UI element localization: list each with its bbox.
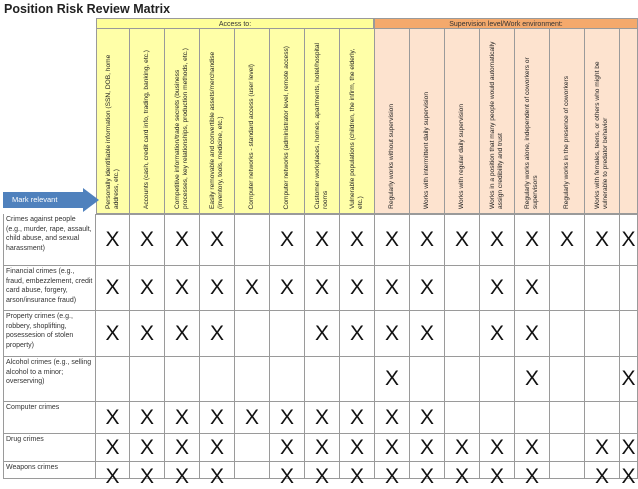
matrix-cell[interactable] (550, 462, 585, 479)
matrix-cell[interactable] (235, 402, 270, 434)
matrix-cell[interactable] (270, 311, 305, 357)
matrix-cell[interactable] (130, 311, 165, 357)
risk-mark: X (105, 276, 120, 299)
matrix-cell[interactable] (410, 402, 445, 434)
row-label: Crimes against people (e.g., murder, rape, assault, child abuse, and sexual harassment) (3, 214, 96, 266)
matrix-cell[interactable] (200, 214, 235, 266)
matrix-cell[interactable] (515, 434, 550, 462)
column-header-label: Personally identifiable information (SSN, DOB, home address, etc.) (105, 54, 120, 209)
risk-mark: X (594, 227, 609, 251)
column-header (515, 29, 550, 214)
matrix-cell[interactable] (200, 434, 235, 462)
risk-mark: X (105, 227, 120, 251)
matrix-cell[interactable] (515, 266, 550, 311)
matrix-cell[interactable] (340, 462, 375, 488)
risk-mark: X (419, 321, 434, 345)
column-header-label: Works with females, teens, or others who might be vulnerable to predator behavior (594, 61, 609, 209)
matrix-cell[interactable] (375, 434, 410, 462)
risk-mark: X (349, 227, 364, 251)
matrix-cell[interactable] (375, 266, 410, 311)
risk-mark: X (419, 405, 434, 429)
matrix-cell[interactable] (445, 462, 480, 488)
matrix-cell[interactable] (130, 402, 165, 434)
matrix-cell[interactable] (585, 434, 620, 462)
column-header-label: Works with intermittent daily supervision (423, 91, 430, 209)
risk-mark: X (174, 465, 189, 488)
column-header (130, 29, 165, 214)
matrix-cell[interactable] (235, 434, 270, 462)
risk-mark: X (419, 465, 434, 488)
risk-mark: X (621, 227, 636, 251)
risk-mark: X (314, 321, 329, 345)
matrix-cell[interactable] (130, 266, 165, 311)
matrix-cell[interactable] (270, 266, 305, 311)
matrix-cell[interactable] (270, 434, 305, 462)
risk-mark: X (279, 465, 294, 488)
risk-mark: X (489, 435, 504, 459)
matrix-cell[interactable] (585, 357, 620, 402)
matrix-cell[interactable] (620, 402, 638, 434)
matrix-cell[interactable] (375, 462, 410, 488)
matrix-cell[interactable] (480, 311, 515, 357)
matrix-cell[interactable] (96, 357, 130, 402)
matrix-cell[interactable] (550, 214, 585, 266)
risk-mark: X (384, 405, 399, 429)
risk-mark: X (594, 435, 609, 459)
risk-mark: X (174, 276, 189, 299)
risk-mark: X (314, 276, 329, 299)
matrix-cell[interactable] (375, 311, 410, 357)
matrix-cell[interactable] (130, 214, 165, 266)
risk-mark: X (349, 321, 364, 345)
column-header (200, 29, 235, 214)
risk-mark: X (489, 227, 504, 251)
matrix-cell[interactable] (130, 434, 165, 462)
matrix-cell[interactable] (235, 266, 270, 311)
matrix-cell[interactable] (620, 357, 638, 402)
risk-mark: X (524, 367, 539, 390)
matrix-cell[interactable] (375, 357, 410, 402)
column-header (480, 29, 515, 214)
column-header-label: Works with regular daily supervision (458, 103, 465, 209)
risk-mark: X (524, 435, 539, 459)
matrix-cell[interactable] (165, 311, 200, 357)
matrix-cell[interactable] (585, 462, 620, 488)
risk-mark: X (454, 465, 469, 488)
matrix-cell[interactable] (200, 266, 235, 311)
column-header (550, 29, 585, 214)
matrix-cell[interactable] (96, 214, 130, 266)
column-header-label: Vulnerable populations (children, the infirm, the elderly, etc.) (349, 48, 364, 209)
risk-mark: X (174, 321, 189, 345)
column-header-label: Works in a position that many people would automatically assign credibility and trust (489, 41, 504, 209)
column-header (305, 29, 340, 214)
matrix-cell[interactable] (96, 462, 130, 488)
risk-mark: X (174, 227, 189, 251)
risk-mark: X (349, 435, 364, 459)
matrix-cell[interactable] (480, 402, 515, 434)
column-header-label: Computer networks - standard access (user level) (248, 63, 255, 209)
row-label: Weapons crimes (3, 462, 96, 479)
risk-mark: X (174, 405, 189, 429)
matrix-cell[interactable] (235, 462, 270, 479)
matrix-cell[interactable] (165, 462, 200, 488)
risk-mark: X (209, 435, 224, 459)
matrix-cell[interactable] (340, 402, 375, 434)
risk-mark: X (384, 435, 399, 459)
matrix-cell[interactable] (620, 311, 638, 357)
column-header-label: Computer networks (administrator level, remote access) (283, 45, 290, 209)
column-header (96, 29, 130, 214)
matrix-cell[interactable] (96, 402, 130, 434)
matrix-cell[interactable] (305, 266, 340, 311)
row-label: Property crimes (e.g., robbery, shoplifting, posessesion of stolen property) (3, 311, 96, 357)
matrix-cell[interactable] (340, 434, 375, 462)
matrix-cell[interactable] (585, 402, 620, 434)
matrix-cell[interactable] (515, 214, 550, 266)
column-header (375, 29, 410, 214)
matrix-cell[interactable] (515, 402, 550, 434)
matrix-cell[interactable] (550, 357, 585, 402)
matrix-cell[interactable] (340, 311, 375, 357)
matrix-cell[interactable] (445, 214, 480, 266)
risk-mark: X (139, 405, 154, 429)
matrix-cell[interactable] (305, 357, 340, 402)
matrix-cell[interactable] (130, 357, 165, 402)
matrix-cell[interactable] (305, 462, 340, 488)
risk-mark: X (139, 465, 154, 488)
matrix-cell[interactable] (550, 266, 585, 311)
risk-mark: X (559, 227, 574, 251)
matrix-cell[interactable] (410, 434, 445, 462)
matrix-cell[interactable] (270, 357, 305, 402)
matrix-cell[interactable] (515, 311, 550, 357)
column-header (235, 29, 270, 214)
column-header (445, 29, 480, 214)
matrix-cell[interactable] (340, 266, 375, 311)
matrix-cell[interactable] (165, 434, 200, 462)
matrix-cell[interactable] (375, 214, 410, 266)
matrix-cell[interactable] (410, 214, 445, 266)
risk-mark: X (621, 435, 636, 459)
access-group-header: Access to: (96, 18, 374, 29)
risk-mark: X (489, 465, 504, 488)
matrix-cell[interactable] (480, 214, 515, 266)
risk-mark: X (384, 367, 399, 390)
risk-mark: X (384, 276, 399, 299)
matrix-cell[interactable] (480, 266, 515, 311)
matrix-cell[interactable] (130, 462, 165, 488)
column-header (340, 29, 375, 214)
matrix-cell[interactable] (410, 311, 445, 357)
risk-mark: X (209, 465, 224, 488)
matrix-cell[interactable] (375, 402, 410, 434)
risk-mark: X (139, 435, 154, 459)
column-header-label: Regularly works alone, independent of coworkers or supervisors (524, 57, 539, 209)
matrix-cell[interactable] (270, 214, 305, 266)
matrix-cell[interactable] (305, 214, 340, 266)
matrix-cell[interactable] (200, 357, 235, 402)
column-header (620, 29, 638, 214)
risk-mark: X (209, 276, 224, 299)
risk-mark: X (349, 405, 364, 429)
risk-mark: X (209, 227, 224, 251)
matrix-cell[interactable] (235, 311, 270, 357)
matrix-cell[interactable] (96, 311, 130, 357)
row-label: Computer crimes (3, 402, 96, 434)
matrix-cell[interactable] (340, 357, 375, 402)
risk-mark: X (314, 405, 329, 429)
page-title: Position Risk Review Matrix (4, 2, 171, 16)
matrix-cell[interactable] (270, 462, 305, 488)
matrix-cell[interactable] (165, 357, 200, 402)
matrix-cell[interactable] (340, 214, 375, 266)
column-header (410, 29, 445, 214)
mark-relevant-label: Mark relevant (12, 195, 58, 204)
row-label: Drug crimes (3, 434, 96, 462)
column-header-label: Regularly works in the presence of coworkers (563, 75, 570, 209)
matrix-cell[interactable] (550, 402, 585, 434)
matrix-cell[interactable] (550, 434, 585, 462)
risk-mark: X (621, 367, 636, 390)
matrix-cell[interactable] (445, 266, 480, 311)
matrix-cell[interactable] (620, 266, 638, 311)
matrix-cell[interactable] (445, 434, 480, 462)
risk-mark: X (524, 465, 539, 488)
matrix-cell[interactable] (480, 462, 515, 488)
risk-mark: X (105, 435, 120, 459)
risk-mark: X (384, 227, 399, 251)
matrix-cell[interactable] (445, 311, 480, 357)
matrix-cell[interactable] (410, 462, 445, 488)
matrix-cell[interactable] (445, 402, 480, 434)
matrix-cell[interactable] (585, 266, 620, 311)
risk-mark: X (174, 435, 189, 459)
supervision-group-header: Supervision level/Work environment: (374, 18, 638, 29)
risk-mark: X (244, 276, 259, 299)
matrix-cell[interactable] (96, 434, 130, 462)
matrix-cell[interactable] (96, 266, 130, 311)
matrix-cell[interactable] (480, 434, 515, 462)
risk-mark: X (139, 227, 154, 251)
matrix-cell[interactable] (480, 357, 515, 402)
risk-mark: X (314, 435, 329, 459)
column-header (165, 29, 200, 214)
risk-mark: X (384, 465, 399, 488)
risk-mark: X (419, 227, 434, 251)
risk-mark: X (279, 276, 294, 299)
row-label: Financial crimes (e.g., fraud, embezzlement, credit card abuse, forgery, arson/insurance fraud) (3, 266, 96, 311)
matrix-cell[interactable] (270, 402, 305, 434)
matrix-cell[interactable] (620, 214, 638, 266)
column-header-label: Easily removable and convertible assets/merchandise (inventory, tools, medicine, etc.) (209, 51, 224, 209)
risk-mark: X (105, 321, 120, 345)
matrix-cell[interactable] (620, 434, 638, 462)
risk-mark: X (349, 465, 364, 488)
risk-mark: X (419, 435, 434, 459)
matrix-cell[interactable] (410, 266, 445, 311)
matrix-cell[interactable] (305, 402, 340, 434)
column-header-label: Regularly works without supervision (388, 104, 395, 209)
risk-mark: X (489, 276, 504, 299)
matrix-cell[interactable] (305, 434, 340, 462)
risk-mark: X (349, 276, 364, 299)
matrix-cell[interactable] (235, 214, 270, 266)
risk-mark: X (524, 276, 539, 299)
risk-mark: X (279, 405, 294, 429)
matrix-cell[interactable] (445, 357, 480, 402)
risk-mark: X (279, 227, 294, 251)
risk-mark: X (454, 227, 469, 251)
matrix-cell[interactable] (165, 214, 200, 266)
risk-mark: X (621, 465, 636, 488)
matrix-cell[interactable] (235, 357, 270, 402)
matrix-cell[interactable] (585, 311, 620, 357)
matrix-cell[interactable] (165, 402, 200, 434)
matrix-cell[interactable] (305, 311, 340, 357)
risk-mark: X (384, 321, 399, 345)
matrix-cell[interactable] (165, 266, 200, 311)
risk-mark: X (139, 321, 154, 345)
column-header (270, 29, 305, 214)
matrix-cell[interactable] (515, 357, 550, 402)
matrix-cell[interactable] (515, 462, 550, 488)
risk-mark: X (139, 276, 154, 299)
risk-mark: X (594, 465, 609, 488)
matrix-cell[interactable] (200, 311, 235, 357)
risk-mark: X (105, 465, 120, 488)
matrix-cell[interactable] (200, 462, 235, 488)
risk-mark: X (279, 435, 294, 459)
risk-mark: X (314, 227, 329, 251)
matrix-cell[interactable] (620, 462, 638, 488)
matrix-cell[interactable] (585, 214, 620, 266)
column-header-label: Competitive information/trade secrets (business processes, key relationships, production methods, etc.) (174, 48, 189, 209)
risk-mark: X (314, 465, 329, 488)
risk-mark: X (209, 405, 224, 429)
risk-mark: X (244, 405, 259, 429)
risk-mark: X (524, 321, 539, 345)
risk-mark: X (105, 405, 120, 429)
row-label: Alcohol crimes (e.g., selling alcohol to a minor; overserving) (3, 357, 96, 402)
risk-mark: X (524, 227, 539, 251)
column-header-label: Customer workplaces, homes, apartments, hotel/hospital rooms (314, 42, 329, 209)
risk-mark: X (489, 321, 504, 345)
risk-mark: X (209, 321, 224, 345)
risk-mark: X (454, 435, 469, 459)
column-header-label: Accounts (cash, credit card info, trading, banking, etc.) (143, 49, 150, 209)
matrix-cell[interactable] (550, 311, 585, 357)
column-header (585, 29, 620, 214)
risk-mark: X (419, 276, 434, 299)
matrix-cell[interactable] (200, 402, 235, 434)
matrix-cell[interactable] (410, 357, 445, 402)
